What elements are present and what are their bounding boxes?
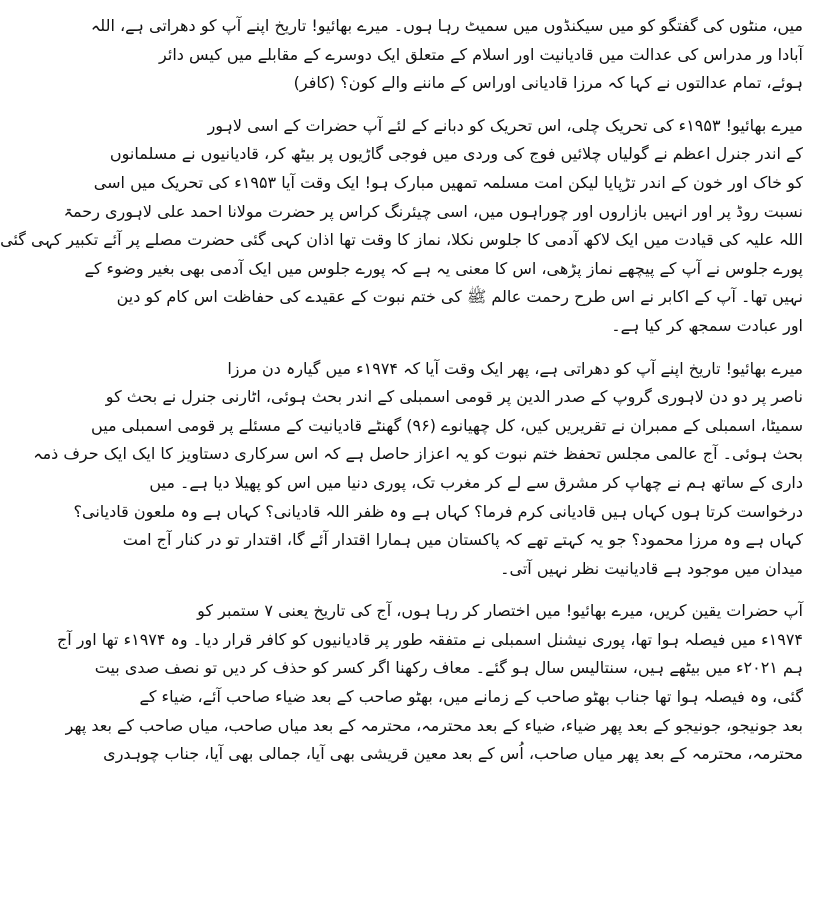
paragraph	[33, 355, 803, 584]
text-line: سمیٹا، اسمبلی کے ممبران نے تقریریں کیں، کل چھیانوے (۹۶) گھنٹے قادیانیت کے مسئلے پر قومی اسمبلی میں	[91, 415, 803, 435]
text-line: گئی، وہ فیصلہ ہوا تھا جناب بھٹو صاحب کے زمانے میں، بھٹو صاحب کے بعد ضیاء صاحب آئے، ضیاء کے	[139, 687, 803, 707]
text-line: اور عبادت سمجھ کر کیا ہے۔	[611, 315, 803, 335]
text-line: کے اندر جنرل اعظم نے گولیاں چلائیں فوج کی وردی میں فوجی گاڑیوں پر بیٹھ کر، قادیانیوں نے مسلمانوں	[109, 144, 803, 164]
text-line: ناصر پر دو دن لاہوری گروپ کے صدر الدین پر قومی اسمبلی کے اندر بحث ہوئی، اٹارنی جنرل نے بحث کو	[105, 387, 803, 407]
text-line: اللہ علیہ کی قیادت میں ایک لاکھ آدمی کا جلوس نکلا، نماز کا وقت تھا اذان کہی گئی حضرت مصلے پر آئے تکبیر کہی گئی	[0, 230, 803, 250]
text-line: بعد جونیجو، جونیجو کے بعد پھر ضیاء، ضیاء کے بعد محترمہ، محترمہ کے بعد میاں صاحب، میاں صاحب کے بعد پھر	[65, 715, 803, 735]
text-line: داری کے ساتھ ہم نے چھاپ کر مشرق سے لے کر مغرب تک، پوری دنیا میں اس کو پھیلا دیا ہے۔ میں	[149, 472, 803, 492]
text-line: آبادا ور مدراس کی عدالت میں قادیانیت اور اسلام کے متعلق ایک دوسرے کے مقابلے میں کیس دائر	[159, 44, 803, 64]
text-line: ہم ۲۰۲۱ء میں بیٹھے ہیں، سنتالیس سال ہو گئے۔ معاف رکھنا اگر کسر کو حذف کر دیں تو نصف صدی بیت	[94, 658, 803, 678]
text-line: ہوئے، تمام عدالتوں نے کہا کہ مرزا قادیانی اوراس کے ماننے والے کون؟ (کافر)	[293, 73, 803, 93]
text-line: محترمہ، محترمہ کے بعد پھر میاں صاحب، اُس کے بعد معین قریشی بھی آیا، جمالی بھی آیا، جناب چوہدری	[103, 744, 803, 764]
text-line: پورے جلوس نے آپ کے پیچھے نماز پڑھی، اس کا معنی یہ ہے کہ پورے جلوس میں ایک آدمی بھی بغیر وضوء کے	[84, 258, 803, 278]
text-line: کہاں ہے وہ مرزا محمود؟ جو یہ کہتے تھے کہ پاکستان میں ہمارا اقتدار آئے گا، اقتدار تو در کنار آج امت	[122, 530, 803, 550]
text-line: میرے بھائیو! تاریخ اپنے آپ کو دھراتی ہے، پھر ایک وقت آیا کہ ۱۹۷۴ء میں گیارہ دن مرزا	[227, 358, 803, 378]
paragraph	[90, 12, 803, 98]
paragraph	[56, 597, 803, 769]
text-line: آپ حضرات یقین کریں، میرے بھائیو! میں اختصار کر رہا ہوں، آج کی تاریخ یعنی ۷ ستمبر کو	[197, 601, 803, 621]
text-line: نسبت روڈ پر اور انہیں بازاروں اور چوراہوں میں، اسی چیئرنگ کراس پر حضرت مولانا احمد علی لاہوری رحمۃ	[63, 201, 803, 221]
text-line: ۱۹۷۴ء میں فیصلہ ہوا تھا، پوری نیشنل اسمبلی نے متفقہ طور پر قادیانیوں کو کافر قرار دیا۔ وہ ۱۹۷۴ء تھا اور آج	[56, 629, 803, 649]
text-line: میرے بھائیو! ۱۹۵۳ء کی تحریک چلی، اس تحریک کو دبانے کے لئے آپ حضرات کے اسی لاہور	[207, 115, 803, 135]
paragraph	[0, 112, 803, 341]
text-line: میدان میں موجود ہے قادیانیت نظر نہیں آتی۔	[500, 558, 803, 578]
text-line: درخواست کرتا ہوں کہاں ہیں قادیانی کرم فرما؟ کہاں ہے وہ ظفر اللہ قادیانی؟ کہاں ہے وہ ملعون قادیانی؟	[73, 501, 803, 521]
text-line: کو خاک اور خون کے اندر تڑپایا لیکن امت مسلمہ تمھیں مبارک ہو! ایک وقت آیا ۱۹۵۳ء کی تحریک میں اسی	[93, 172, 803, 192]
text-line: بحث ہوئی۔ آج عالمی مجلس تحفظ ختم نبوت کو یہ اعزاز حاصل ہے کہ اس سرکاری دستاویز کا ایک ایک حرف ذمہ	[33, 444, 803, 464]
text-line: نہیں تھا۔ آپ کے اکابر نے اس طرح رحمت عالم ﷺ کی ختم نبوت کے عقیدے کی حفاظت اس کام کو دین	[116, 287, 803, 307]
text-line: میں، منٹوں کی گفتگو کو میں سیکنڈوں میں سمیٹ رہا ہوں۔ میرے بھائیو! تاریخ اپنے آپ کو دھراتی ہے، اللہ	[90, 16, 803, 35]
